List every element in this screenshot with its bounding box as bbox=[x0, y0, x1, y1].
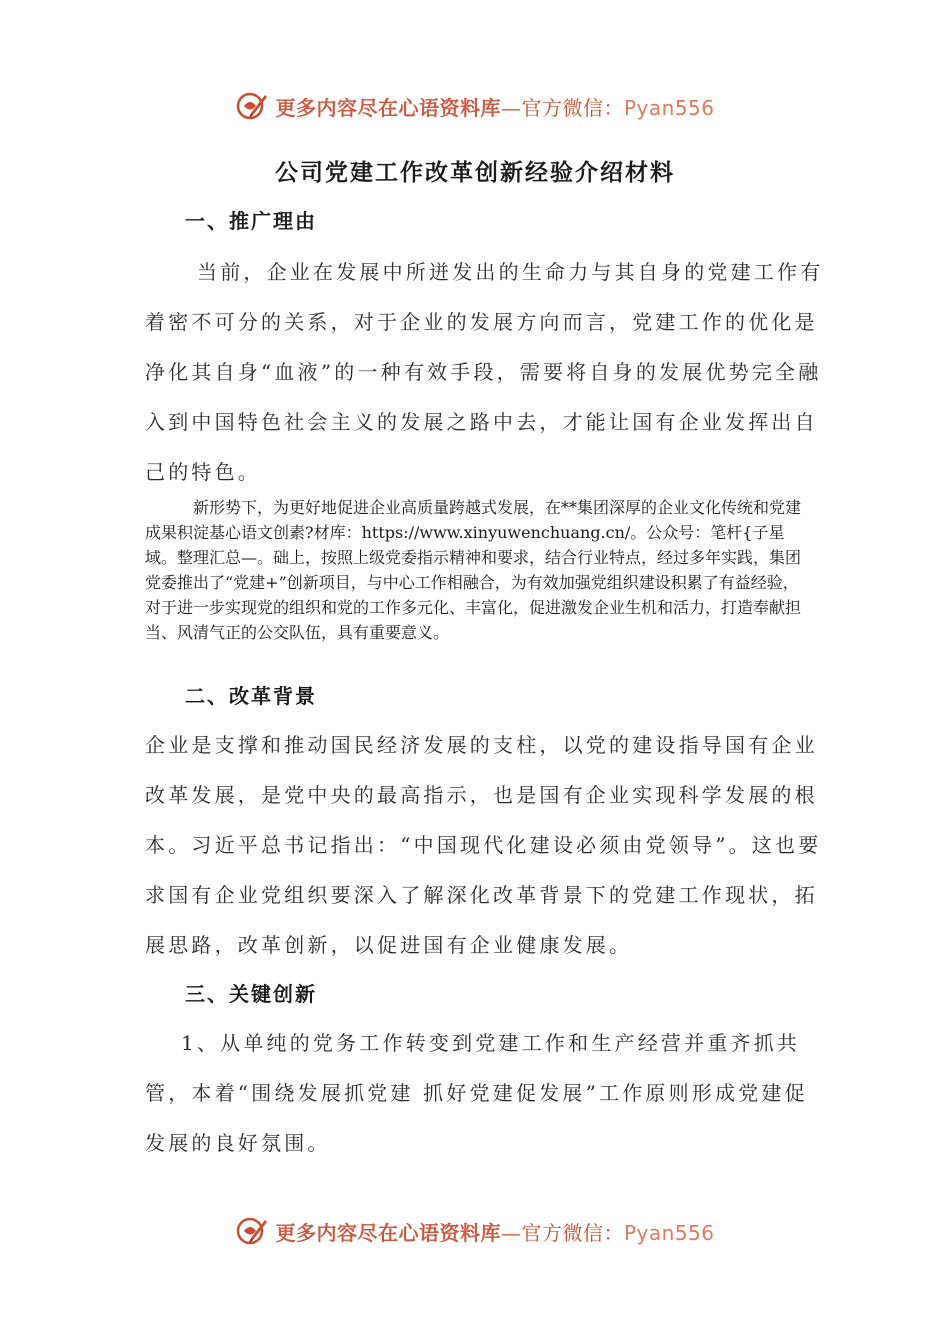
section3-heading: 三、关键创新 bbox=[185, 982, 317, 1006]
banner-site-text: 更多内容尽在心语资料库 bbox=[275, 1220, 501, 1245]
pen-logo-icon bbox=[235, 1214, 269, 1248]
header-banner bbox=[0, 86, 950, 126]
banner-site-text: 更多内容尽在心语资料库 bbox=[275, 95, 501, 120]
banner-wechat-id: Pyan556 bbox=[623, 95, 715, 120]
banner-wechat-label: 官方微信： bbox=[521, 1220, 624, 1245]
section2-heading: 二、改革背景 bbox=[185, 684, 317, 708]
section1-heading: 一、推广理由 bbox=[185, 209, 317, 233]
section3-paragraph-1: 1、从单纯的党务工作转变到党建工作和生产经营并重齐抓共管，本着“围绕发展抓党建 抓好党建促发展”工作原则形成党建促发展的良好氛围。 bbox=[145, 1031, 808, 1155]
section1-paragraph-1: 当前，企业在发展中所迸发出的生命力与其自身的党建工作有着密不可分的关系，对于企业的发展方向而言，党建工作的优化是净化其自身“血液”的一种有效手段，需要将自身的发展优势完全融入到中国特色社会主义的发展之路中去，才能让国有企业发挥出自己的特色。 bbox=[145, 260, 824, 484]
banner-text bbox=[275, 1217, 714, 1246]
banner-dash: — bbox=[500, 95, 522, 120]
footer-banner bbox=[0, 1211, 950, 1251]
document-title: 公司党建工作改革创新经验介绍材料 bbox=[275, 159, 675, 186]
banner-text bbox=[275, 92, 714, 121]
pen-logo-icon bbox=[235, 89, 269, 123]
section1-paragraph-2: 新形势下，为更好地促进企业高质量跨越式发展，在**集团深厚的企业文化传统和党建成果积淀基心语文创素?材库：https://www.xinyuwenchuang.cn/。公众号：笔杆{子星域。整理汇总—。础上，按照上级党委指示精神和要求，结合行业特点，经过多年实践，集团党委推出了“党建+”创新项目，与中心工作相融合，为有效加强党组织建设积累了有益经验，对于进一步实现党的组织和党的工作多元化、丰富化，促进激发企业生机和活力，打造奉献担当、风清气正的公交队伍，具有重要意义。 bbox=[145, 498, 802, 642]
banner-wechat-label: 官方微信： bbox=[521, 95, 624, 120]
banner-content bbox=[235, 1214, 714, 1248]
banner-content bbox=[235, 89, 714, 123]
section2-paragraph-1: 企业是支撑和推动国民经济发展的支柱，以党的建设指导国有企业改革发展，是党中央的最高指示，也是国有企业实现科学发展的根本。习近平总书记指出：“中国现代化建设必须由党领导”。这也要求国有企业党组织要深入了解深化改革背景下的党建工作现状，拓展思路，改革创新，以促进国有企业健康发展。 bbox=[145, 733, 822, 957]
banner-dash: — bbox=[500, 1220, 522, 1245]
banner-wechat-id: Pyan556 bbox=[623, 1220, 715, 1245]
